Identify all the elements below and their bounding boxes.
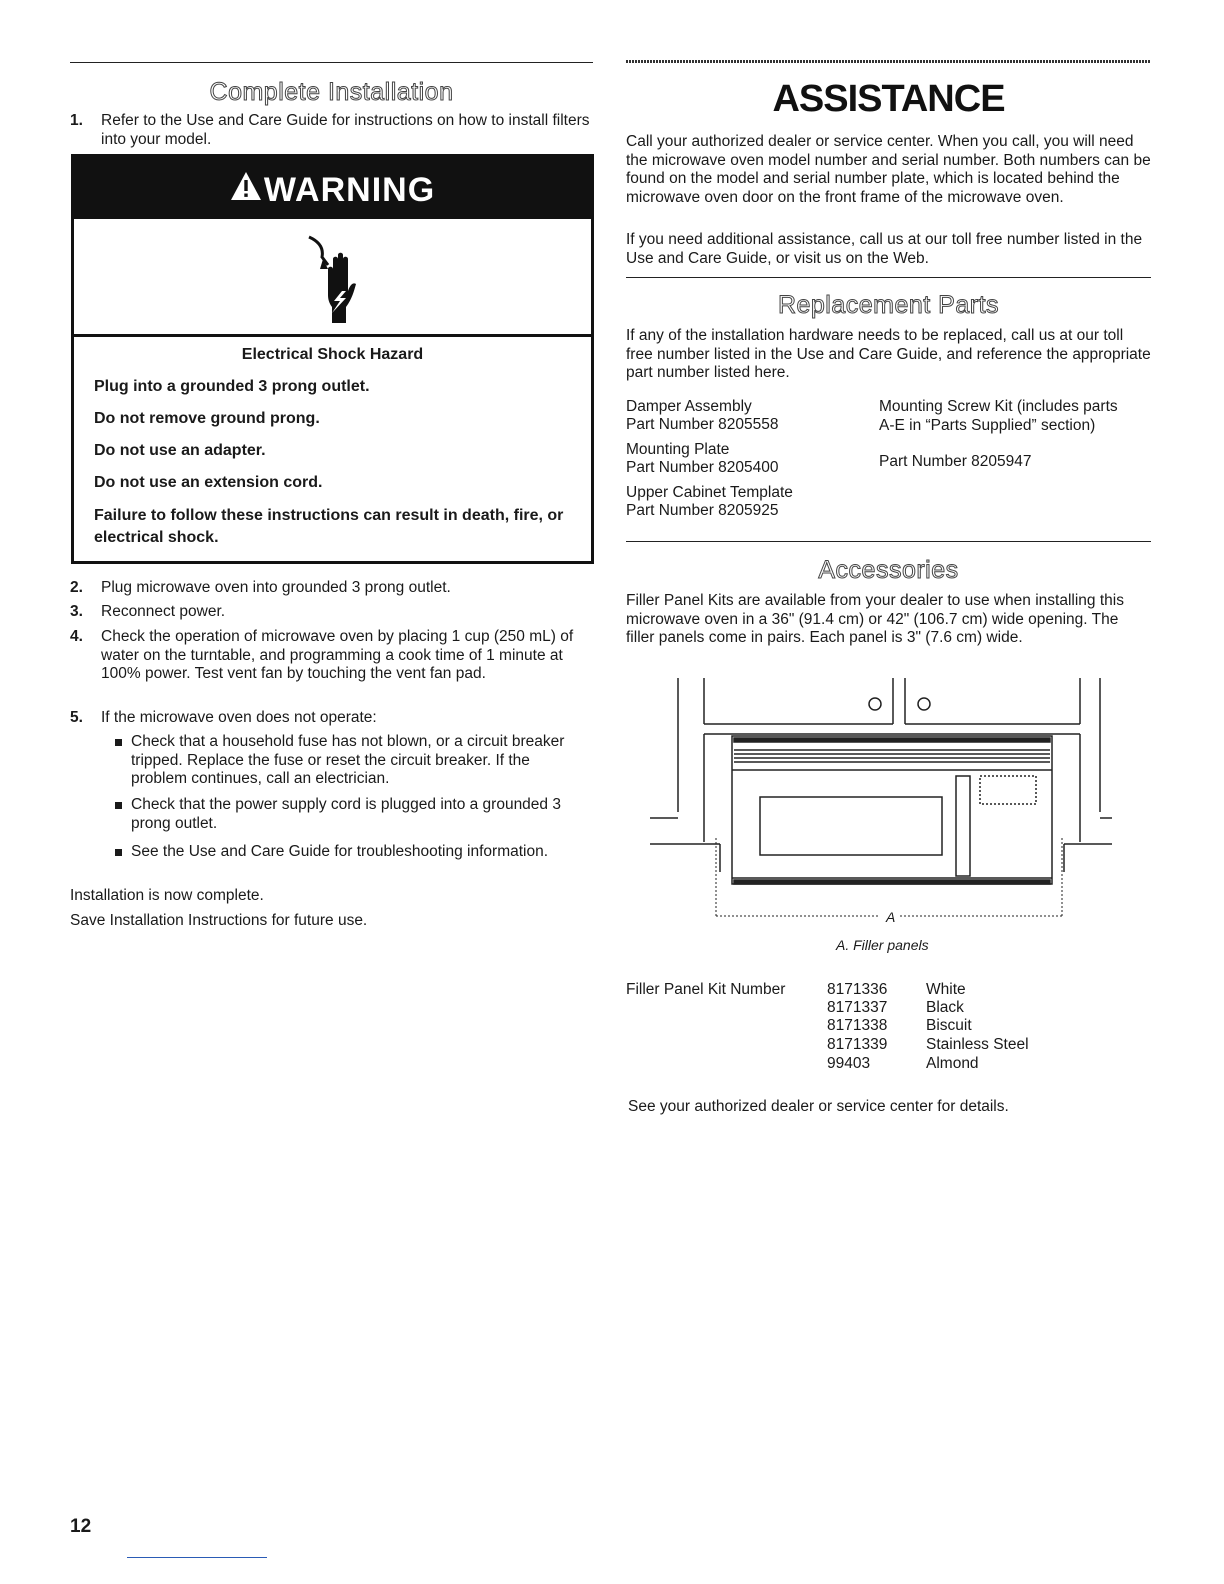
step-1-text: Refer to the Use and Care Guide for instructions on how to install filters into your model. (101, 112, 590, 148)
warning-triangle-icon (230, 159, 262, 221)
warning-line-3: Do not use an adapter. (94, 442, 266, 459)
part-template-number: Part Number 8205925 (626, 502, 779, 519)
dealer-details-text: See your authorized dealer or service center for details. (628, 1098, 1009, 1115)
part-damper-name: Damper Assembly (626, 398, 752, 415)
step-5-text: If the microwave oven does not operate: (101, 709, 377, 726)
part-plate-number: Part Number 8205400 (626, 459, 779, 476)
warning-box (71, 154, 594, 564)
warning-line-2: Do not remove ground prong. (94, 410, 320, 427)
page-number: 12 (70, 1516, 92, 1537)
filler-panel-diagram (650, 672, 1120, 922)
complete-installation-title: Complete Installation (209, 78, 454, 106)
step-5-number: 5. (70, 709, 83, 726)
part-screw-kit-name: Mounting Screw Kit (includes parts A-E in “Parts Supplied” section) (879, 398, 1118, 434)
replacement-parts-title: Replacement Parts (777, 291, 1000, 319)
step-3-text: Reconnect power. (101, 603, 226, 620)
step-4-number: 4. (70, 628, 83, 645)
kit-color: Stainless Steel (926, 1036, 1029, 1053)
diagram-caption: A. Filler panels (836, 937, 929, 953)
part-damper-number: Part Number 8205558 (626, 416, 779, 433)
warning-line-5: Failure to follow these instructions can result in death, fire, or electrical shock. (94, 507, 564, 546)
electric-shock-hand-icon (306, 235, 366, 325)
step-2-number: 2. (70, 579, 83, 596)
part-screw-kit-number: Part Number 8205947 (879, 453, 1032, 470)
kit-number: 8171338 (827, 1017, 888, 1034)
accessories-text: Filler Panel Kits are available from your dealer to use when installing this microwave oven in a 36" (91.4 cm) or 42" (106.7 cm) wide opening. The filler panels come in pairs. Each panel is 3" (7.6 cm) wide. (626, 592, 1124, 646)
bullet-icon (115, 739, 122, 746)
top-rule-left (70, 62, 593, 63)
kit-number: 8171339 (827, 1036, 888, 1053)
kit-color: Almond (926, 1055, 979, 1072)
step-3-number: 3. (70, 603, 83, 620)
hazard-title: Electrical Shock Hazard (241, 346, 424, 363)
bullet-2-text: Check that the power supply cord is plugged into a grounded 3 prong outlet. (131, 796, 561, 832)
divider-rule (626, 277, 1151, 278)
diagram-callout-a: A (886, 909, 896, 925)
kit-color: Biscuit (926, 1017, 972, 1034)
step-2-text: Plug microwave oven into grounded 3 prong outlet. (101, 579, 451, 596)
kit-color: White (926, 981, 966, 998)
kit-number: 8171337 (827, 999, 888, 1016)
warning-line-1: Plug into a grounded 3 prong outlet. (94, 378, 370, 395)
warning-line-4: Do not use an extension cord. (94, 474, 323, 491)
bullet-1-text: Check that a household fuse has not blown, or a circuit breaker tripped. Replace the fuse or reset the circuit breaker. If the problem continues, call an electrician. (131, 733, 565, 787)
bullet-icon (115, 802, 122, 809)
warning-label: WARNING (263, 171, 436, 210)
footer-line (127, 1557, 267, 1558)
filler-kit-label: Filler Panel Kit Number (626, 981, 786, 998)
top-rule-right (626, 60, 1151, 63)
divider-rule (626, 541, 1151, 542)
part-plate-name: Mounting Plate (626, 441, 730, 458)
step-1-number: 1. (70, 112, 83, 129)
kit-color: Black (926, 999, 964, 1016)
assistance-paragraph-1: Call your authorized dealer or service center. When you call, you will need the microwave oven model number and serial number. Both numbers can be found on the model and serial number plate, which is located behind the microwave oven door on the front frame of the microwave oven. (626, 133, 1151, 206)
warning-header (74, 157, 591, 219)
assistance-paragraph-2: If you need additional assistance, call us at our toll free number listed in the Use and Care Guide, or visit us on the Web. (626, 231, 1143, 267)
assistance-title: ASSISTANCE (772, 78, 1005, 120)
shock-hazard-picture (74, 219, 591, 337)
replacement-parts-text: If any of the installation hardware needs to be replaced, call us at our toll free number listed in the Use and Care Guide, and reference the appropriate part number listed here. (626, 327, 1151, 381)
bullet-3-text: See the Use and Care Guide for troubleshooting information. (131, 843, 549, 860)
bullet-icon (115, 849, 122, 856)
kit-number: 99403 (827, 1055, 871, 1072)
part-template-name: Upper Cabinet Template (626, 484, 793, 501)
save-instructions-text: Save Installation Instructions for future use. (70, 912, 368, 929)
installation-complete-text: Installation is now complete. (70, 887, 264, 904)
kit-number: 8171336 (827, 981, 888, 998)
accessories-title: Accessories (818, 556, 959, 584)
step-4-text: Check the operation of microwave oven by placing 1 cup (250 mL) of water on the turntable, and programming a cook time of 1 minute at 100% power. Test vent fan by touching the vent fan pad. (101, 628, 574, 682)
